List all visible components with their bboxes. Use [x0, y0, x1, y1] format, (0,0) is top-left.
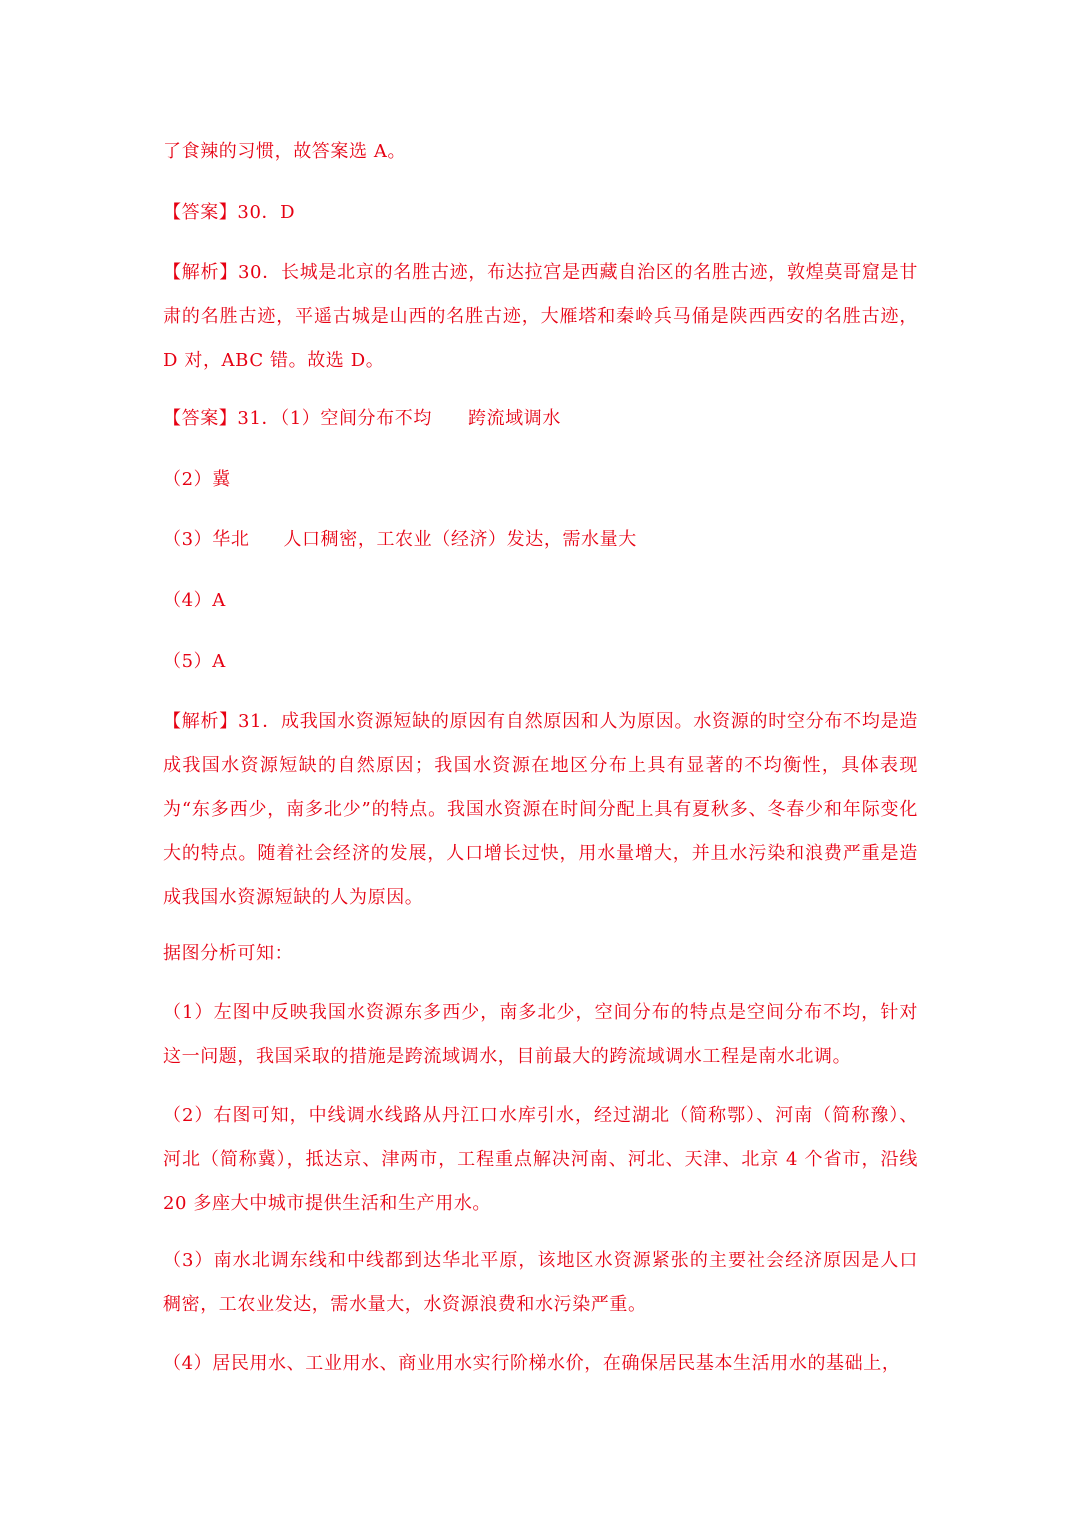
text-paragraph: （1）左图中反映我国水资源东多西少，南多北少，空间分布的特点是空间分布不均，针对这一问题，我国采取的措施是跨流域调水，目前最大的跨流域调水工程是南水北调。	[163, 1002, 918, 1067]
text-paragraph: 【解析】30．长城是北京的名胜古迹，布达拉宫是西藏自治区的名胜古迹，敦煌莫哥窟是甘肃的名胜古迹，平遥古城是山西的名胜古迹，大雁塔和秦岭兵马俑是陕西西安的名胜古迹，D 对，ABC 错。故选 D。	[163, 262, 918, 371]
text-line: 据图分析可知：	[163, 943, 294, 964]
answer-31-5	[163, 640, 918, 684]
text-paragraph: （2）右图可知，中线调水线路从丹江口水库引水，经过湖北（简称鄂）、河南（简称豫）、河北（简称冀），抵达京、津两市，工程重点解决河南、河北、天津、北京 4 个省市，沿线 20 多座大中城市提供生活和生产用水。	[163, 1105, 918, 1214]
answer-31-3	[163, 518, 918, 562]
paragraph-continuation	[163, 130, 918, 174]
answer-31-2	[163, 458, 918, 502]
text-paragraph: （3）南水北调东线和中线都到达华北平原，该地区水资源紧张的主要社会经济原因是人口稠密，工农业发达，需水量大，水资源浪费和水污染严重。	[163, 1250, 918, 1315]
text-line	[163, 518, 918, 562]
analysis-31-4	[163, 1342, 918, 1386]
analysis-31-2	[163, 1094, 918, 1226]
text-line: （5）A	[163, 651, 226, 672]
text-line: 了食辣的习惯，故答案选 A。	[163, 141, 407, 162]
answer-31-3-part-b: 人口稠密，工农业（经济）发达，需水量大	[283, 529, 637, 550]
analysis-intro	[163, 932, 918, 976]
analysis-30	[163, 251, 918, 383]
text-paragraph: 【解析】31．成我国水资源短缺的原因有自然原因和人为原因。水资源的时空分布不均是造成我国水资源短缺的自然原因；我国水资源在地区分布上具有显著的不均衡性，具体表现为“东多西少，南多北少”的特点。我国水资源在时间分配上具有夏秋多、冬春少和年际变化大的特点。随着社会经济的发展，人口增长过快，用水量增大，并且水污染和浪费严重是造成我国水资源短缺的人为原因。	[163, 711, 918, 908]
analysis-31-3	[163, 1239, 918, 1327]
text-line: （2）冀	[163, 469, 231, 490]
answer-31-part-b: 跨流域调水	[467, 408, 561, 429]
text-line: （4）居民用水、工业用水、商业用水实行阶梯水价，在确保居民基本生活用水的基础上，	[163, 1353, 901, 1374]
text-line	[163, 397, 918, 441]
answer-30	[163, 191, 918, 235]
analysis-31	[163, 700, 918, 920]
answer-31-4	[163, 579, 918, 623]
text-line: 【答案】30．D	[163, 202, 296, 223]
answer-31	[163, 397, 918, 441]
answer-31-part-a: 【答案】31．（1）空间分布不均	[163, 408, 432, 429]
analysis-31-1	[163, 991, 918, 1079]
answer-31-3-part-a: （3）华北	[163, 529, 250, 550]
text-line: （4）A	[163, 590, 226, 611]
